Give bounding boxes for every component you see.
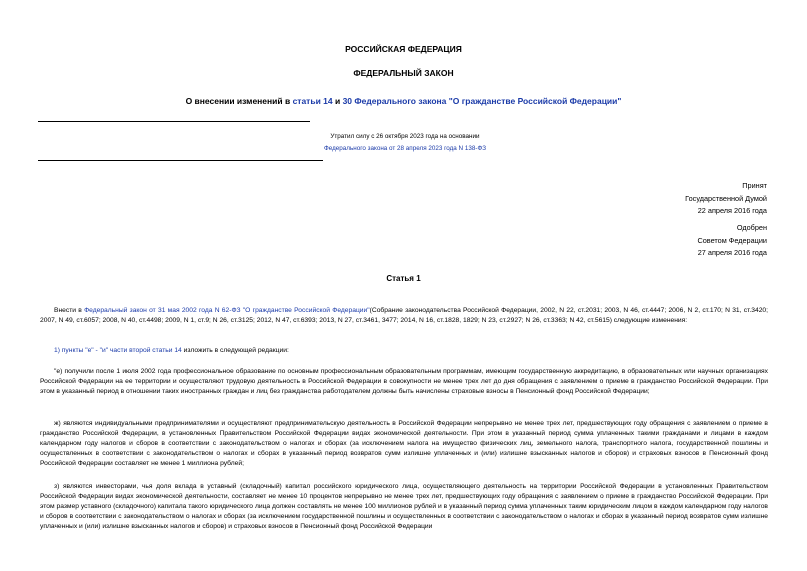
accepted-block [685,180,767,218]
link-article-30-law[interactable]: 30 Федерального закона "О гражданстве Российской Федерации" [342,96,622,106]
item-1-text: изложить в следующей редакции: [181,347,289,354]
approved-body: Советом Федерации [697,235,767,245]
accepted-date: 22 апреля 2016 года [697,206,767,215]
divider-bottom [38,160,323,161]
paragraph-z: з) являются инвесторами, чья доля вклада в уставный (складочный) капитал российского юридического лица, осуществляющего деятельность на территории Российской Федерации в установленных Правительством Российской Федерации видах экономической деятельности, составляет не менее 10 процентов непрерывно не менее трех лет, предшествующих году обращения с заявлением о приеме в гражданство Российской Федерации. При этом размер уставного (складочного) капитала такого юридического лица должен составлять не менее 100 миллионов рублей и в указанный период сумма уплаченных таким юридическим лицом в каждом календарном году налогов и сборов в соответствии с законодательством о налогах и сборах (за исключением государственной пошлины и осуществленных в соответствии с законодательством о налогах и сборах в указанный период возвратов сумм излишне уплаченных и (или) излишне взысканных налогов и сборов) и страховых взносов в Пенсионный фонд Российской Федерации [40,483,768,530]
item-1 [40,346,768,356]
intro-prefix: Внести в [54,307,85,314]
approved-label: Одобрен [736,223,767,232]
paragraph-e: "е) получили после 1 июля 2002 года профессиональное образование по основным профессиональным образовательным программам, имеющим государственную аккредитацию, в образовательных или научных организациях Российской Федерации на ее территории и осуществляют трудовую деятельность в Российской Федерации в совокупности не менее трех лет до дня обращения с заявлением о приеме в гражданство Российской Федерации. При этом в указанный период в отношении таких иностранных граждан и лиц без гражданства работодателем должны быть начислены страховые взносы в Пенсионный фонд Российской Федерации; [40,368,768,395]
status-note-line1: Утратил силу с 26 октября 2023 года на основании [330,133,480,140]
article-title: Статья 1 [386,274,421,283]
intro-text: (Собрание законодательства Российской Федерации, 2002, N 22, ст.2031; 2003, N 46, ст.4447; 2006, N 2, ст.170; N 31, ст.3420; 2007, N 49, ст.6057; 2008, N 40, ст.4498; 2009, N 1, ст.9; N 26, ст.3125; 2012, N 47, ст.6393; 2013, N 27, ст.3461, 3477; 2014, N 16, ст.1828, 1829; N 23, ст.2927; N 26, ст.3363; N 42, ст.5615) следующие изменения: [40,307,769,324]
approved-block [697,222,767,260]
divider-top [38,121,310,122]
paragraph-zh: ж) являются индивидуальными предпринимателями и осуществляют предпринимательскую деятельность в Российской Федерации непрерывно не менее трех лет, предшествующих году обращения с заявлением о приеме в гражданство Российской Федерации, в установленных Правительством Российской Федерации видах экономической деятельности. При этом в указанный период сумма уплаченных такими гражданами и лицами в каждом календарном году налогов и сборов в соответствии с законодательством о налогах и сборах (за исключением налога на имущество физических лиц, земельного налога, транспортного налога, государственной пошлины и осуществленных в соответствии с законодательством о налогах и сборах в указанный период возвратов сумм излишне уплаченных и (или) излишне взысканных налогов и сборов) и страховых взносов в Пенсионный фонд Российской Федерации составляет не менее 1 миллиона рублей; [40,420,768,467]
law-title-mid: и [332,96,343,106]
link-law-62fz[interactable]: Федеральный закон от 31 мая 2002 года N 62-ФЗ "О гражданстве Российской Федерации" [84,307,370,314]
link-repeal-law[interactable]: Федерального закона от 28 апреля 2023 года N 138-ФЗ [323,145,487,152]
law-title [0,96,807,106]
approved-date: 27 апреля 2016 года [697,248,767,257]
link-article-14[interactable]: статьи 14 [292,96,333,106]
link-item-1-points[interactable]: 1) пункты "е" - "и" части второй статьи 14 [54,347,182,354]
accepted-body: Государственной Думой [685,193,767,203]
status-note [300,131,510,155]
federation-heading: РОССИЙСКАЯ ФЕДЕРАЦИЯ [345,44,462,54]
law-title-prefix: О внесении изменений в [185,96,293,106]
article-intro [40,306,768,326]
law-type-heading: ФЕДЕРАЛЬНЫЙ ЗАКОН [353,68,454,78]
accepted-label: Принят [742,181,767,190]
